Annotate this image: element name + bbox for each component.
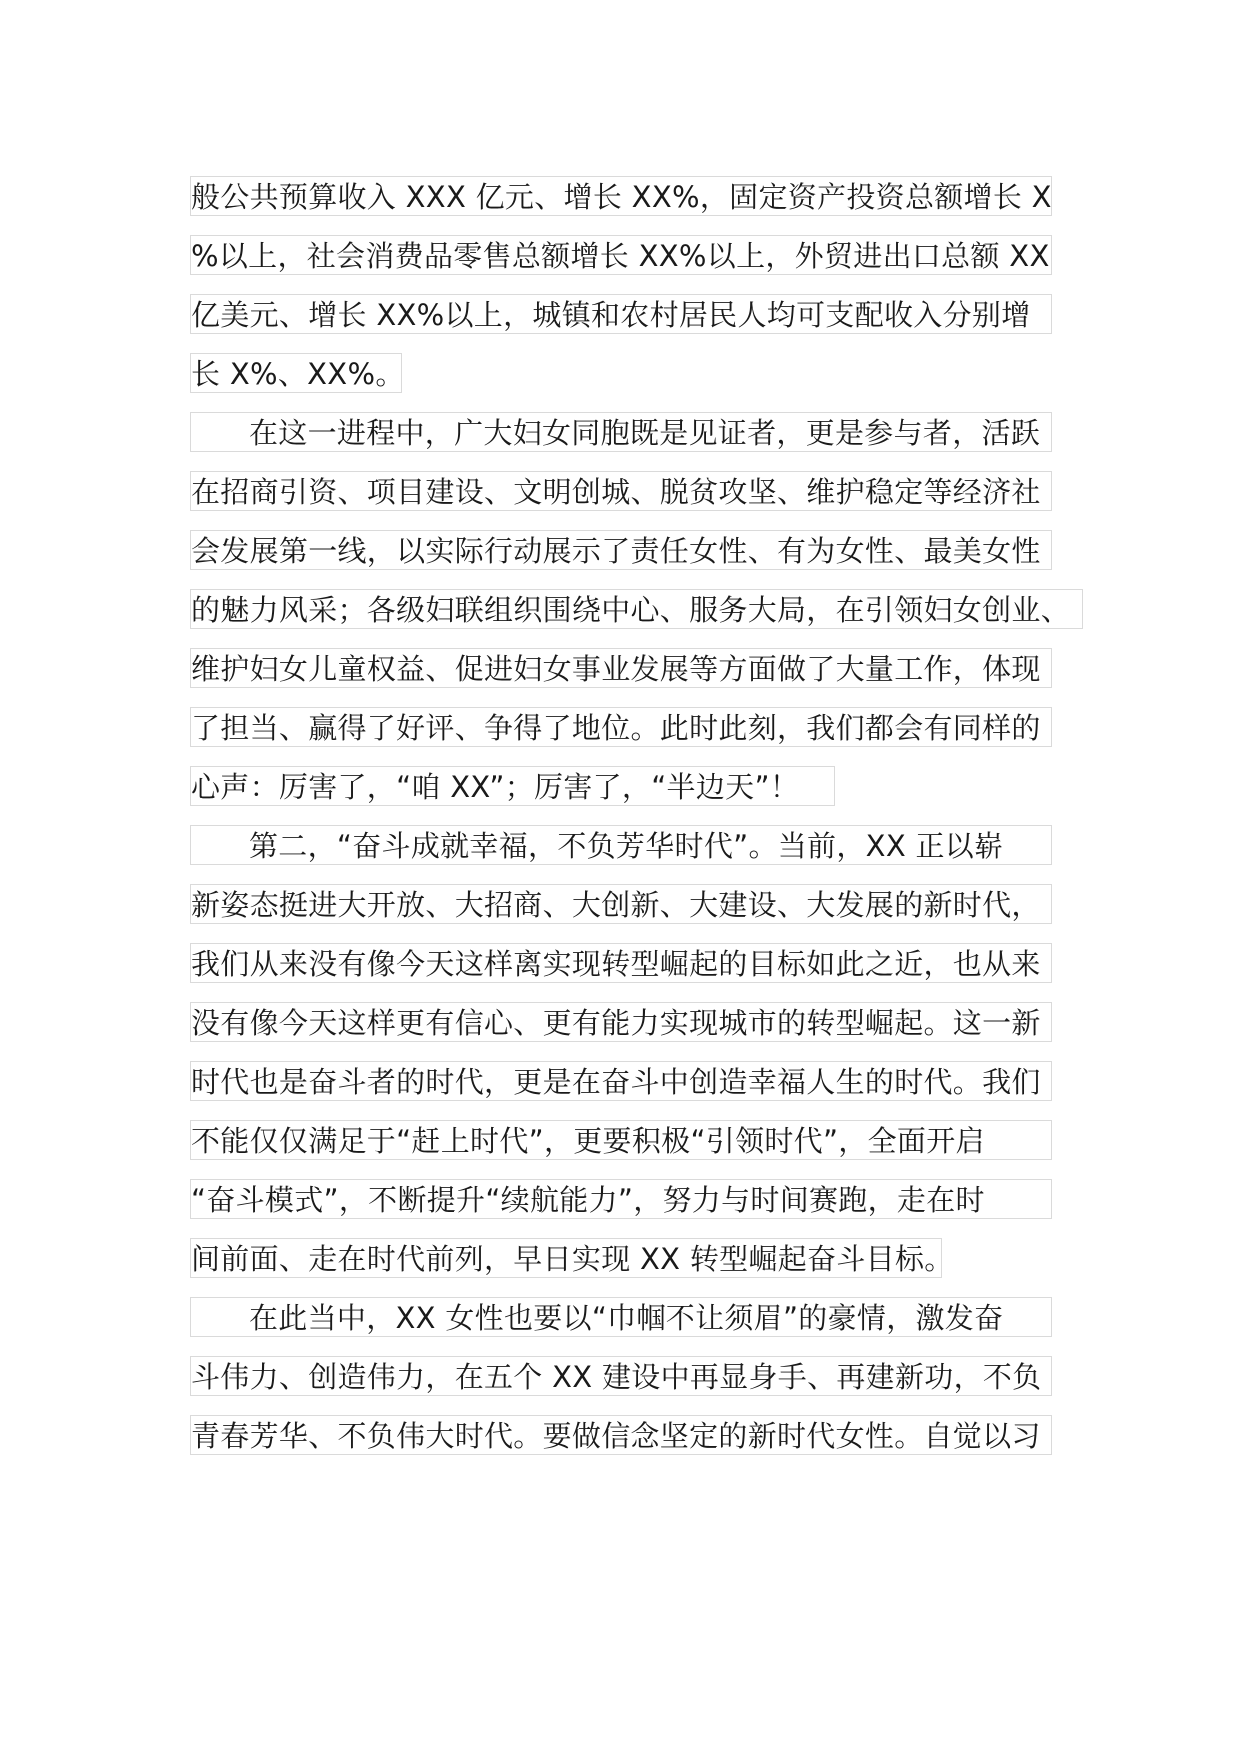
text-line: 新姿态挺进大开放、大招商、大创新、大建设、大发展的新时代， — [190, 884, 1052, 924]
text-line: 间前面、走在时代前列，早日实现 XX 转型崛起奋斗目标。 — [190, 1238, 942, 1278]
text-line: 长 X%、XX%。 — [190, 353, 402, 393]
text-line: 在这一进程中，广大妇女同胞既是见证者，更是参与者，活跃 — [190, 412, 1052, 452]
text-line: 了担当、赢得了好评、争得了地位。此时此刻，我们都会有同样的 — [190, 707, 1052, 747]
text-line: 会发展第一线，以实际行动展示了责任女性、有为女性、最美女性 — [190, 530, 1052, 570]
text-line: 维护妇女儿童权益、促进妇女事业发展等方面做了大量工作，体现 — [190, 648, 1052, 688]
text-line: 的魅力风采；各级妇联组织围绕中心、服务大局，在引领妇女创业、 — [190, 589, 1083, 629]
text-line: 青春芳华、不负伟大时代。要做信念坚定的新时代女性。自觉以习 — [190, 1415, 1052, 1455]
text-line: 我们从来没有像今天这样离实现转型崛起的目标如此之近，也从来 — [190, 943, 1052, 983]
text-line: 第二，“奋斗成就幸福，不负芳华时代”。当前，XX 正以崭 — [190, 825, 1052, 865]
text-line: 心声：厉害了，“咱 XX”；厉害了，“半边天”！ — [190, 766, 835, 806]
text-line: 亿美元、增长 XX%以上，城镇和农村居民人均可支配收入分别增 — [190, 294, 1052, 334]
text-line: %以上，社会消费品零售总额增长 XX%以上，外贸进出口总额 XX — [190, 235, 1052, 275]
text-line: 在此当中，XX 女性也要以“巾帼不让须眉”的豪情，激发奋 — [190, 1297, 1052, 1337]
text-line: 斗伟力、创造伟力，在五个 XX 建设中再显身手、再建新功，不负 — [190, 1356, 1052, 1396]
text-line: 时代也是奋斗者的时代，更是在奋斗中创造幸福人生的时代。我们 — [190, 1061, 1052, 1101]
text-line: 般公共预算收入 XXX 亿元、增长 XX%，固定资产投资总额增长 X — [190, 176, 1052, 216]
text-line: 不能仅仅满足于“赶上时代”，更要积极“引领时代”，全面开启 — [190, 1120, 1052, 1160]
text-line: 在招商引资、项目建设、文明创城、脱贫攻坚、维护稳定等经济社 — [190, 471, 1052, 511]
text-line: 没有像今天这样更有信心、更有能力实现城市的转型崛起。这一新 — [190, 1002, 1052, 1042]
text-line: “奋斗模式”，不断提升“续航能力”，努力与时间赛跑，走在时 — [190, 1179, 1052, 1219]
